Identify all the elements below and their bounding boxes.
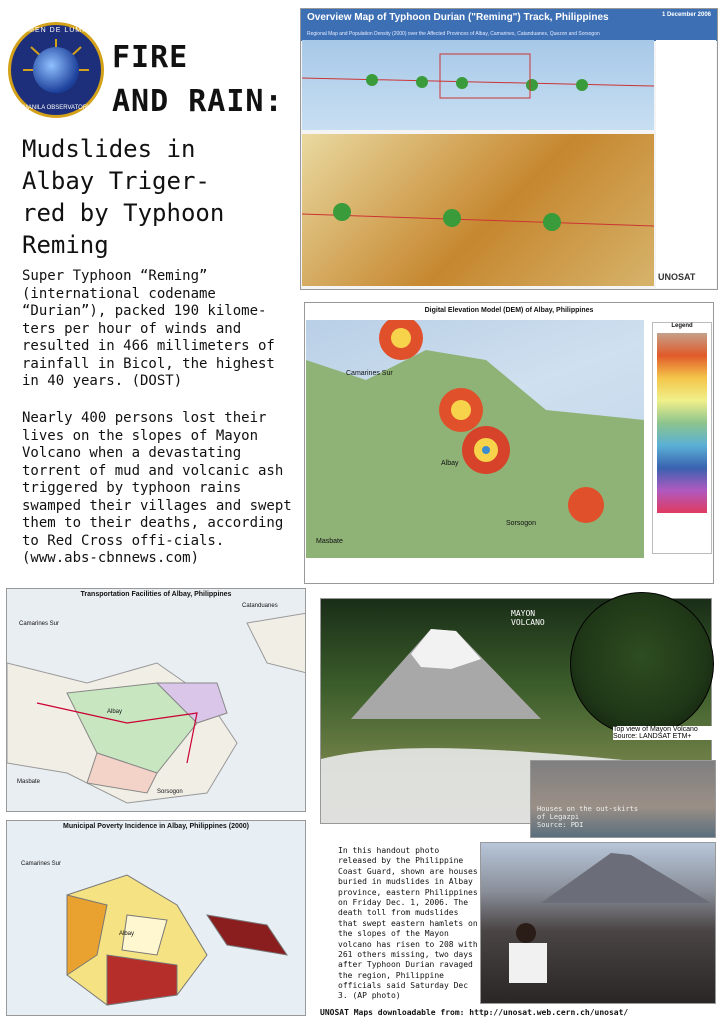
- label-sorsogon: Sorsogon: [157, 789, 183, 795]
- overview-map-header: [301, 9, 717, 31]
- label-camarines-sur: Camarines Sur: [346, 370, 393, 377]
- label-camarines-sur: Camarines Sur: [19, 621, 60, 627]
- headline-line: FIRE: [112, 40, 189, 75]
- dem-map-title: Digital Elevation Model (DEM) of Albay, Philippines: [424, 307, 594, 314]
- subheadline-line: Albay Triger-: [22, 166, 210, 195]
- dem-legend-title: Legend: [671, 323, 693, 329]
- subheadline-line: red by Typhoon: [22, 198, 225, 227]
- houses-caption: Houses on the out-skirts of Legazpi Source: PDI: [537, 805, 639, 829]
- mayon-woman-photo: [480, 842, 716, 1004]
- mayon-top-view-image: [570, 592, 714, 736]
- elevation-color-scale: [657, 333, 707, 513]
- paragraph-casualties: Nearly 400 persons lost their lives on the slopes of Mayon Volcano when a devastating torrent of mud and volcanic ash triggered by typhoon rains swamped their villages and swept them to their deaths, according to Red Cross offi-cials. (www.abs-cbnnews.com): [22, 410, 292, 566]
- logo-bottom-text: MANILA OBSERVATORY: [22, 105, 92, 111]
- dem-elevation-image: [306, 320, 644, 558]
- label-camarines-sur: Camarines Sur: [21, 861, 62, 867]
- overview-map-date: 1 December 2006: [661, 12, 711, 18]
- label-masbate: Masbate: [17, 779, 41, 785]
- transport-map: [6, 588, 306, 812]
- label-masbate: Masbate: [316, 538, 343, 545]
- label-albay: Albay: [441, 460, 459, 467]
- overview-map-title: Overview Map of Typhoon Durian ("Reming") Track, Philippines: [307, 12, 609, 23]
- subheadline-line: Reming: [22, 230, 109, 259]
- label-catanduanes: Catanduanes: [242, 603, 278, 609]
- poverty-map: [6, 820, 306, 1016]
- headline-line: AND RAIN:: [112, 83, 284, 119]
- mayon-volcano-label: MAYON VOLCANO: [511, 609, 545, 627]
- label-albay: Albay: [107, 709, 123, 715]
- dem-legend: [652, 322, 712, 554]
- logo-top-text: LUMEN DE LUMINE: [17, 27, 97, 34]
- subheadline-line: Mudslides in: [22, 135, 196, 163]
- legazpi-houses-image: [530, 760, 716, 838]
- topview-caption: Top view of Mayon Volcano Source: LANDSAT ETM+: [613, 726, 713, 740]
- poverty-map-title: Municipal Poverty Incidence in Albay, Philippines (2000): [63, 823, 249, 830]
- footer-unosat-link[interactable]: UNOSAT Maps downloadable from: http://unosat.web.cern.ch/unosat/: [320, 1008, 629, 1017]
- label-sorsogon: Sorsogon: [506, 520, 536, 527]
- overview-legend-panel: [656, 40, 716, 288]
- globe-icon: [33, 47, 79, 93]
- headline: [112, 36, 302, 123]
- paragraph-typhoon: Super Typhoon “Reming” (international codename “Durian”), packed 190 kilome-ters per hour of winds and resulted in 466 millimeters of rainfall in Bicol, the highest in 40 years. (DOST): [22, 268, 275, 389]
- label-albay: Albay: [119, 931, 135, 937]
- mayon-silhouette-icon: [481, 843, 716, 1004]
- overview-regional-map-image: [302, 40, 654, 130]
- transport-map-title: Transportation Facilities of Albay, Philippines: [80, 591, 232, 598]
- subheadline: [22, 134, 282, 262]
- overview-map-subtitle: Regional Map and Population Density (2000) over the Affected Provinces of Albay, Camarines, Catanduanes, Quezon and Sorsogon: [301, 31, 717, 41]
- manila-observatory-logo: [8, 22, 104, 118]
- transport-map-image: [7, 603, 306, 812]
- overview-population-map-image: [302, 134, 654, 286]
- typhoon-track-detail-icon: [302, 134, 654, 286]
- unosat-logo: UNOSAT: [658, 272, 696, 282]
- typhoon-track-icon: [302, 40, 654, 130]
- ap-photo-caption: In this handout photo released by the Philippine Coast Guard, shown are houses buried in mudslides in Albay province, eastern Philippines on Friday Dec. 1, 2006. The death toll from mudslides that swept eastern hamlets on the slopes of the Mayon volcano has risen to 208 with 261 others missing, two days after Typhoon Durian ravaged the region, Philippine officials said Saturday Dec 3. (AP photo): [338, 846, 478, 1001]
- elevation-relief-icon: [306, 320, 644, 558]
